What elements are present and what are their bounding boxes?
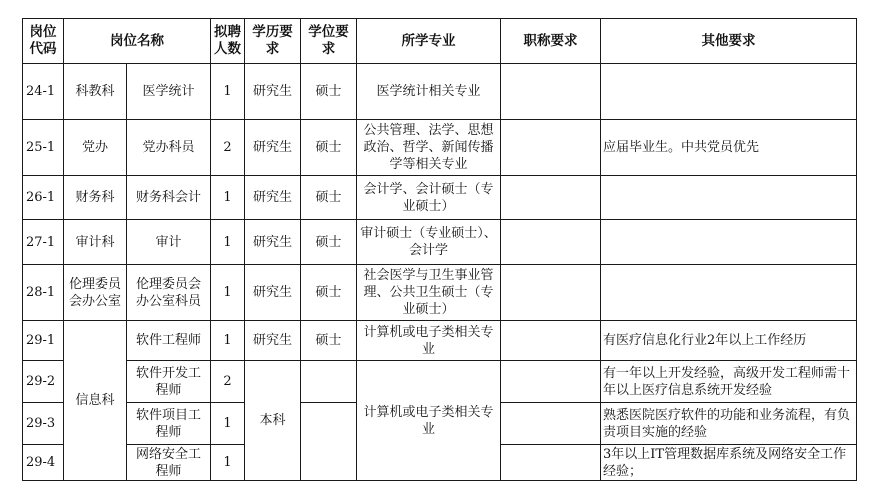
title-req: [501, 176, 601, 220]
position-name: 财务科会计: [127, 176, 211, 220]
table-row: [23, 120, 857, 176]
education-req: 本科: [245, 361, 301, 481]
title-req: [501, 445, 601, 481]
title-req: [501, 64, 601, 120]
major-req: 计算机或电子类相关专业: [357, 361, 501, 481]
hire-count: 2: [211, 120, 245, 176]
position-name: 党办科员: [127, 120, 211, 176]
position-name: 医学统计: [127, 64, 211, 120]
position-code: 25-1: [23, 120, 64, 176]
other-req: [601, 220, 857, 265]
education-req: 研究生: [245, 176, 301, 220]
header-name: 岗位名称: [64, 19, 211, 64]
other-req: [601, 445, 857, 481]
hire-count: 1: [211, 176, 245, 220]
major-req: 医学统计相关专业: [357, 64, 501, 120]
position-code: 29-2: [23, 361, 64, 403]
other-req: [601, 176, 857, 220]
table-row: [23, 321, 857, 361]
header-code: 岗位代码: [23, 19, 64, 64]
degree-req: [301, 361, 357, 403]
title-req: [501, 120, 601, 176]
education-req: 研究生: [245, 321, 301, 361]
position-code: 27-1: [23, 220, 64, 265]
position-name: 软件开发工程师: [127, 361, 211, 403]
position-name: 软件工程师: [127, 321, 211, 361]
position-name: 伦理委员会办公室科员: [127, 265, 211, 321]
position-code: 29-4: [23, 445, 64, 481]
table-row: [23, 265, 857, 321]
table-row: [23, 361, 857, 403]
header-other: 其他要求: [601, 19, 857, 64]
other-req-text: 3年以上IT管理数据库系统及网络安全工作经验；: [603, 446, 847, 479]
title-req: [501, 220, 601, 265]
hire-count: 1: [211, 265, 245, 321]
hire-count: 1: [211, 321, 245, 361]
table-row: [23, 176, 857, 220]
position-name: 网络安全工程师: [127, 445, 211, 481]
position-code: 28-1: [23, 265, 64, 321]
header-title: 职称要求: [501, 19, 601, 64]
education-req: 研究生: [245, 265, 301, 321]
position-name: 软件项目工程师: [127, 403, 211, 445]
other-req: 应届毕业生。中共党员优先: [601, 120, 857, 176]
hire-count: 1: [211, 64, 245, 120]
other-req: 有医疗信息化行业2年以上工作经历: [601, 321, 857, 361]
position-name: 审计: [127, 220, 211, 265]
degree-req: 硕士: [301, 64, 357, 120]
education-req: 研究生: [245, 220, 301, 265]
degree-req: 硕士: [301, 321, 357, 361]
major-req: 计算机或电子类相关专业: [357, 321, 501, 361]
department: 伦理委员会办公室: [64, 265, 127, 321]
header-row: [23, 19, 857, 64]
position-code: 29-3: [23, 403, 64, 445]
education-req: 研究生: [245, 64, 301, 120]
position-code: 29-1: [23, 321, 64, 361]
title-req: [501, 403, 601, 445]
department: 党办: [64, 120, 127, 176]
header-major: 所学专业: [357, 19, 501, 64]
header-education: 学历要求: [245, 19, 301, 64]
department: 审计科: [64, 220, 127, 265]
major-req: 会计学、会计硕士（专业硕士）: [357, 176, 501, 220]
title-req: [501, 321, 601, 361]
major-req: 公共管理、法学、思想政治、哲学、新闻传播学等相关专业: [357, 120, 501, 176]
department: 科教科: [64, 64, 127, 120]
degree-req: 硕士: [301, 120, 357, 176]
table-row: [23, 64, 857, 120]
other-req: [601, 64, 857, 120]
department: 信息科: [64, 321, 127, 481]
hire-count: 1: [211, 403, 245, 445]
table-row: [23, 220, 857, 265]
other-req: 熟悉医院医疗软件的功能和业务流程，有负责项目实施的经验: [601, 403, 857, 445]
title-req: [501, 265, 601, 321]
header-degree: 学位要求: [301, 19, 357, 64]
department: 财务科: [64, 176, 127, 220]
hire-count: 2: [211, 361, 245, 403]
hire-count: 1: [211, 220, 245, 265]
other-req: 有一年以上开发经验，高级开发工程师需十年以上医疗信息系统开发经验: [601, 361, 857, 403]
degree-req: 硕士: [301, 265, 357, 321]
position-code: 24-1: [23, 64, 64, 120]
education-req: 研究生: [245, 120, 301, 176]
title-req: [501, 361, 601, 403]
degree-req: 硕士: [301, 220, 357, 265]
major-req: 社会医学与卫生事业管理、公共卫生硕士（专业硕士）: [357, 265, 501, 321]
recruitment-table: [22, 18, 857, 481]
header-count: 拟聘人数: [211, 19, 245, 64]
degree-req-empty: [301, 403, 357, 481]
hire-count: 1: [211, 445, 245, 481]
degree-req: 硕士: [301, 176, 357, 220]
other-req: [601, 265, 857, 321]
position-code: 26-1: [23, 176, 64, 220]
major-req: 审计硕士（专业硕士）、会计学: [357, 220, 501, 265]
